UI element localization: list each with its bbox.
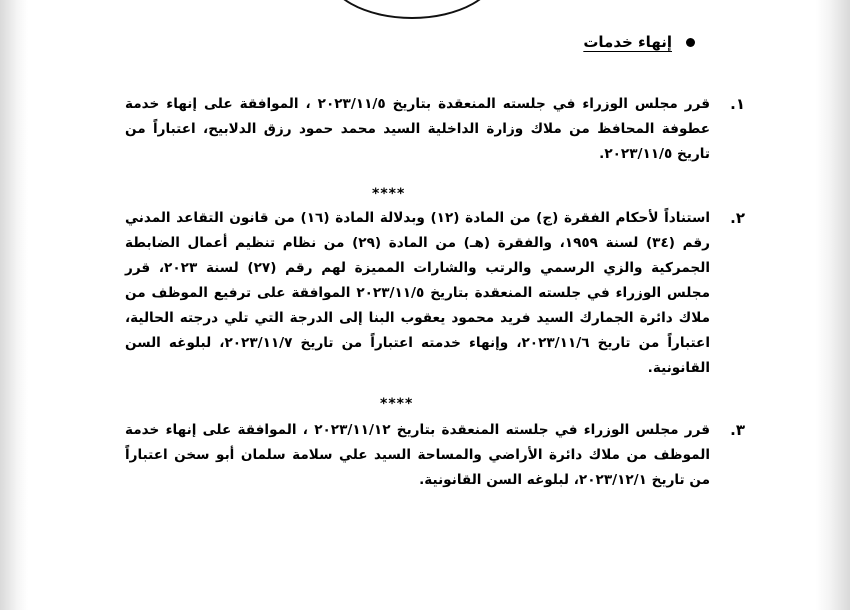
page-edge-shadow-left bbox=[0, 0, 28, 610]
item-text: قرر مجلس الوزراء في جلسته المنعقدة بتاريخ ٢٠٢٣/١١/٥ ، الموافقة على إنهاء خدمة عطوفة المحافظ من ملاك وزارة الداخلية السيد محمد حمود رزق الدلابيح، اعتباراً من تاريخ ٢٠٢٣/١١/٥. bbox=[125, 96, 710, 162]
separator-stars: **** bbox=[380, 396, 414, 412]
section-heading-row bbox=[583, 33, 695, 51]
seal-outline bbox=[325, 0, 499, 19]
section-heading: إنهاء خدمات bbox=[583, 33, 672, 51]
bullet-icon bbox=[686, 38, 695, 47]
separator-stars: **** bbox=[372, 186, 406, 202]
item-number: .٢ bbox=[730, 209, 745, 227]
item-number: .٣ bbox=[730, 421, 745, 439]
decision-item-1 bbox=[125, 92, 745, 167]
decision-item-2 bbox=[125, 206, 745, 381]
decision-item-3 bbox=[125, 418, 745, 493]
item-text: قرر مجلس الوزراء في جلسته المنعقدة بتاريخ ٢٠٢٣/١١/١٢ ، الموافقة على إنهاء خدمة الموظف من ملاك دائرة الأراضي والمساحة السيد علي سلامة سلمان أبو سخن اعتباراً من تاريخ ٢٠٢٣/١٢/١، لبلوغه السن القانونية. bbox=[125, 422, 710, 488]
item-number: .١ bbox=[730, 95, 745, 113]
page-edge-shadow-right bbox=[816, 0, 850, 610]
item-text: استناداً لأحكام الفقرة (ج) من المادة (١٢) وبدلالة المادة (١٦) من قانون التقاعد المدني رقم (٣٤) لسنة ١٩٥٩، والفقرة (هـ) من المادة (٢٩) من نظام تنظيم أعمال الضابطة الجمركية والزي الرسمي والرتب والشارات المميزة لهم رقم (٢٧) لسنة ٢٠٢٣، قرر مجلس الوزراء في جلسته المنعقدة بتاريخ ٢٠٢٣/١١/٥ الموافقة على ترفيع الموظف من ملاك دائرة الجمارك السيد فريد محمود يعقوب البنا إلى الدرجة التي تلي درجته الحالية، اعتباراً من تاريخ ٢٠٢٣/١١/٦، وإنهاء خدمته اعتباراً من تاريخ ٢٠٢٣/١١/٧، لبلوغه السن القانونية. bbox=[125, 210, 710, 376]
